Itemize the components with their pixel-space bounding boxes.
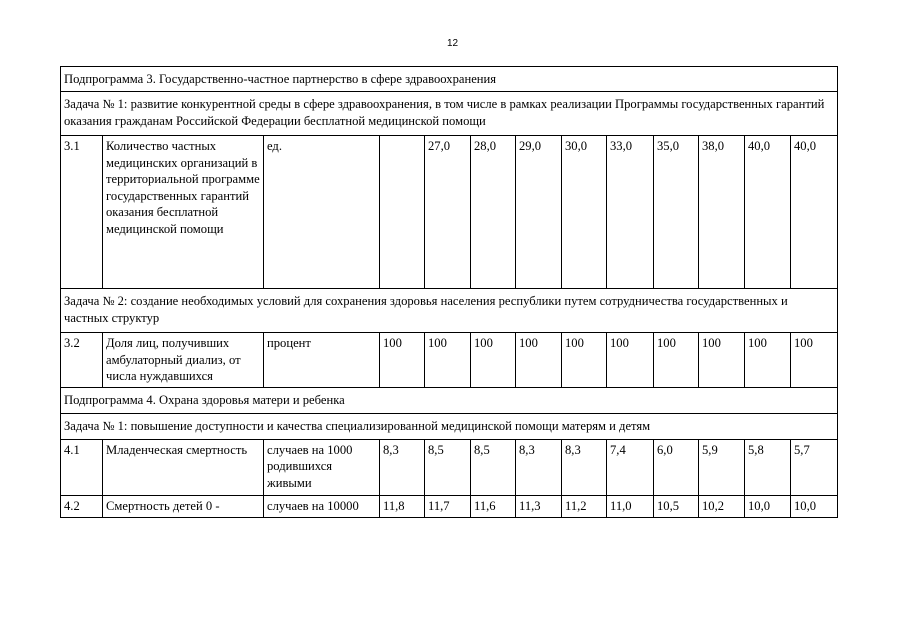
value-cell: 28,0 — [471, 136, 516, 289]
value-cell: 100 — [471, 333, 516, 388]
indicator-name: Доля лиц, получивших амбулаторный диализ, от числа нуждавшихся — [103, 333, 264, 388]
indicator-name: Количество частных медицинских организаций в территориальной программе государственных гарантий оказания бесплатной медицинской помощи — [103, 136, 264, 289]
value-cell: 11,0 — [607, 495, 654, 517]
unit-cell: случаев на 1000 родившихся живыми — [264, 439, 380, 495]
value-cell: 100 — [425, 333, 471, 388]
value-cell: 100 — [654, 333, 699, 388]
task-3-1-text: Задача № 1: развитие конкурентной среды в сфере здравоохранения, в том числе в рамках реализации Программы государственных гарантий оказания гражданам Российской Федерации бесплатной медицинской помощи — [61, 92, 838, 136]
unit-cell: ед. — [264, 136, 380, 289]
value-cell: 8,5 — [471, 439, 516, 495]
value-cell: 6,0 — [654, 439, 699, 495]
row-number: 3.1 — [61, 136, 103, 289]
value-cell: 11,3 — [516, 495, 562, 517]
value-cell: 100 — [516, 333, 562, 388]
value-cell: 10,5 — [654, 495, 699, 517]
value-cell: 5,8 — [745, 439, 791, 495]
table-row — [61, 136, 838, 289]
subprogram-4-row — [61, 387, 838, 413]
value-cell — [380, 136, 425, 289]
unit-cell: процент — [264, 333, 380, 388]
value-cell: 29,0 — [516, 136, 562, 289]
value-cell: 100 — [745, 333, 791, 388]
table-row — [61, 495, 838, 517]
indicator-name: Младенческая смертность — [103, 439, 264, 495]
subprogram-3-row — [61, 67, 838, 92]
page-number: 12 — [446, 38, 459, 49]
value-cell: 10,2 — [699, 495, 745, 517]
task-3-2-row — [61, 289, 838, 333]
value-cell: 30,0 — [562, 136, 607, 289]
value-cell: 11,7 — [425, 495, 471, 517]
task-4-1-row — [61, 413, 838, 439]
value-cell: 11,8 — [380, 495, 425, 517]
value-cell: 100 — [699, 333, 745, 388]
table-row — [61, 333, 838, 388]
value-cell: 35,0 — [654, 136, 699, 289]
row-number: 3.2 — [61, 333, 103, 388]
value-cell: 8,5 — [425, 439, 471, 495]
value-cell: 100 — [562, 333, 607, 388]
value-cell: 10,0 — [745, 495, 791, 517]
value-cell: 27,0 — [425, 136, 471, 289]
value-cell: 5,7 — [791, 439, 838, 495]
value-cell: 33,0 — [607, 136, 654, 289]
unit-cell: случаев на 10000 — [264, 495, 380, 517]
value-cell: 8,3 — [562, 439, 607, 495]
value-cell: 11,6 — [471, 495, 516, 517]
value-cell: 10,0 — [791, 495, 838, 517]
value-cell: 100 — [607, 333, 654, 388]
task-4-1-text: Задача № 1: повышение доступности и качества специализированной медицинской помощи матерям и детям — [61, 413, 838, 439]
subprogram-3-title: Подпрограмма 3. Государственно-частное партнерство в сфере здравоохранения — [61, 67, 838, 92]
table-row — [61, 439, 838, 495]
value-cell: 7,4 — [607, 439, 654, 495]
value-cell: 100 — [380, 333, 425, 388]
row-number: 4.2 — [61, 495, 103, 517]
value-cell: 11,2 — [562, 495, 607, 517]
value-cell: 38,0 — [699, 136, 745, 289]
indicators-table — [60, 66, 838, 518]
value-cell: 40,0 — [791, 136, 838, 289]
indicator-name: Смертность детей 0 - — [103, 495, 264, 517]
value-cell: 8,3 — [516, 439, 562, 495]
value-cell: 8,3 — [380, 439, 425, 495]
value-cell: 40,0 — [745, 136, 791, 289]
value-cell: 5,9 — [699, 439, 745, 495]
value-cell: 100 — [791, 333, 838, 388]
subprogram-4-title: Подпрограмма 4. Охрана здоровья матери и ребенка — [61, 387, 838, 413]
row-number: 4.1 — [61, 439, 103, 495]
task-3-2-text: Задача № 2: создание необходимых условий для сохранения здоровья населения республики путем сотрудничества государственных и частных структур — [61, 289, 838, 333]
task-3-1-row — [61, 92, 838, 136]
